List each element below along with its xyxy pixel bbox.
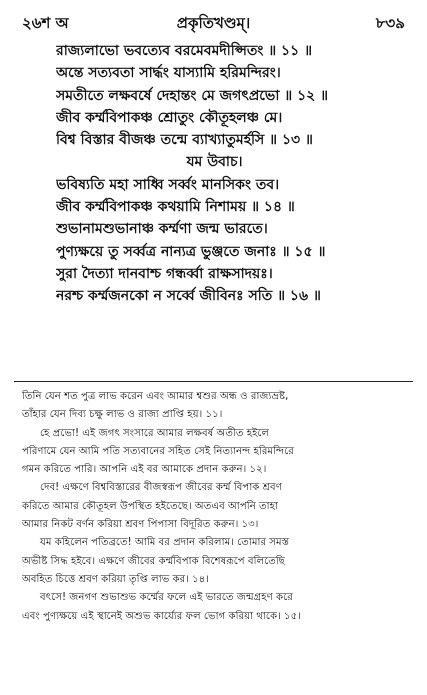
verse-line: জীব কর্ম্মবিপাকঞ্চ শ্রোতুং কৌতূহলঞ্চ মে।	[56, 109, 283, 126]
verse-line: ভবিষ্যতি মহা সাধ্বি সর্ব্বং মানসিকং তব।	[56, 176, 280, 193]
prose-line: গমন করিতে পারি। আপনি এই বর আমাকে প্রদান করুন। ১২।	[22, 464, 267, 476]
prose-line: আমার নিকট বর্ণন করিয়া শ্রবণ পিপাসা বিদূরিত করুন। ১৩।	[22, 519, 259, 531]
prose-line: তাঁহার যেন দিব্য চক্ষু লাভ ও রাজ্য প্রাপ্তি হয়। ১১।	[22, 409, 223, 421]
prose-line: করিতে আমার কৌতূহল উপস্থিত হইতেছে। অতএব আপনি তাহা	[22, 500, 278, 512]
verse-line: নরশ্চ কর্ম্মজনকো ন সর্ব্বে জীবিনঃ সতি ॥ ১৬ ॥	[56, 288, 321, 305]
prose-line: দেব! এক্ষণে বিশ্ববিস্তারের বীজস্বরূপ জীবের কর্ম্ম বিপাক শ্রবণ	[40, 482, 282, 494]
prose-line: তিনি যেন শত পুত্র লাভ করেন এবং আমার শ্বশুর অন্ধ ও রাজ্যভ্রষ্ট,	[22, 391, 289, 402]
verse-line: শুভানামশুভানাঞ্চ কর্ম্মণা জন্ম ভারতে।	[56, 221, 268, 238]
speaker-heading: যম উবাচ।	[186, 154, 243, 171]
prose-line: হে প্রভো! এই জগৎ সংসারে আমার লক্ষবর্ষ অতীত হইলে	[40, 427, 270, 439]
verse-line: অন্তে সত্যবতা সার্দ্ধং যাস্যামি হরিমন্দিরং।	[56, 65, 281, 82]
verse-line: বিশ্ব বিস্তার বীজঞ্চ তন্মে ব্যাখ্যাতুমর্হসি ॥ ১৩ ॥	[56, 132, 313, 149]
chapter-number: ২৬শ অ	[22, 14, 69, 32]
prose-line: পরিণামে যেন আমি পতি সত্যবানের সহিত সেই নিত্যানন্দ হরিমন্দিরে	[22, 445, 294, 457]
verse-line: পুণ্যক্ষয়ে তু সর্ব্বত্র নান্যত্র ভুঞ্জতে জনাঃ ॥ ১৫ ॥	[56, 243, 326, 260]
verse-line: রাজ্যলাভো ভবত্যেব বরমেবমদীপ্সিতং ॥ ১১ ॥	[56, 43, 313, 59]
prose-line: এবং পুণ্যক্ষয়ে এই স্থানেই অশুভ কার্য্যের ফল ভোগ করিয়া থাকে। ১৫।	[22, 610, 301, 622]
bengali-translation	[22, 388, 415, 626]
sanskrit-verses	[56, 40, 413, 308]
prose-line: বৎসে! জনগণ শুভাশুভ কর্ম্মের ফলে এই ভারতে জন্মগ্রহণ করে	[40, 592, 293, 604]
prose-line: অবহিত চিত্তে শ্রবণ করিয়া তৃপ্তি লাভ কর। ১৪।	[22, 573, 210, 585]
verse-line: সুরা দৈত্যা দানবাশ্চ গন্ধর্ব্বা রাক্ষসাদয়ঃ।	[56, 265, 273, 282]
section-divider	[14, 381, 413, 382]
page-number: ৮৩৯	[375, 14, 405, 32]
verse-line: জীব কর্ম্মবিপাকঞ্চ কথয়ামি নিশাময় ॥ ১৪ ॥	[56, 199, 295, 216]
verse-line: সমতীতে লক্ষবর্ষে দেহান্তং মে জগৎপ্রভো ॥ ১২ ॥	[56, 87, 329, 104]
prose-line: অভীষ্ট সিদ্ধ হইবে। এক্ষণে জীবের কর্ম্মবিপাক বিশেষরূপে বলিতেছি	[22, 555, 285, 567]
section-title: প্রকৃতিখণ্ডম্।	[176, 14, 251, 32]
page-header	[22, 12, 405, 34]
prose-line: যম কহিলেন পতিব্রতে! আমি বর প্রদান করিলাম। তোমার সমস্ত	[40, 537, 290, 549]
